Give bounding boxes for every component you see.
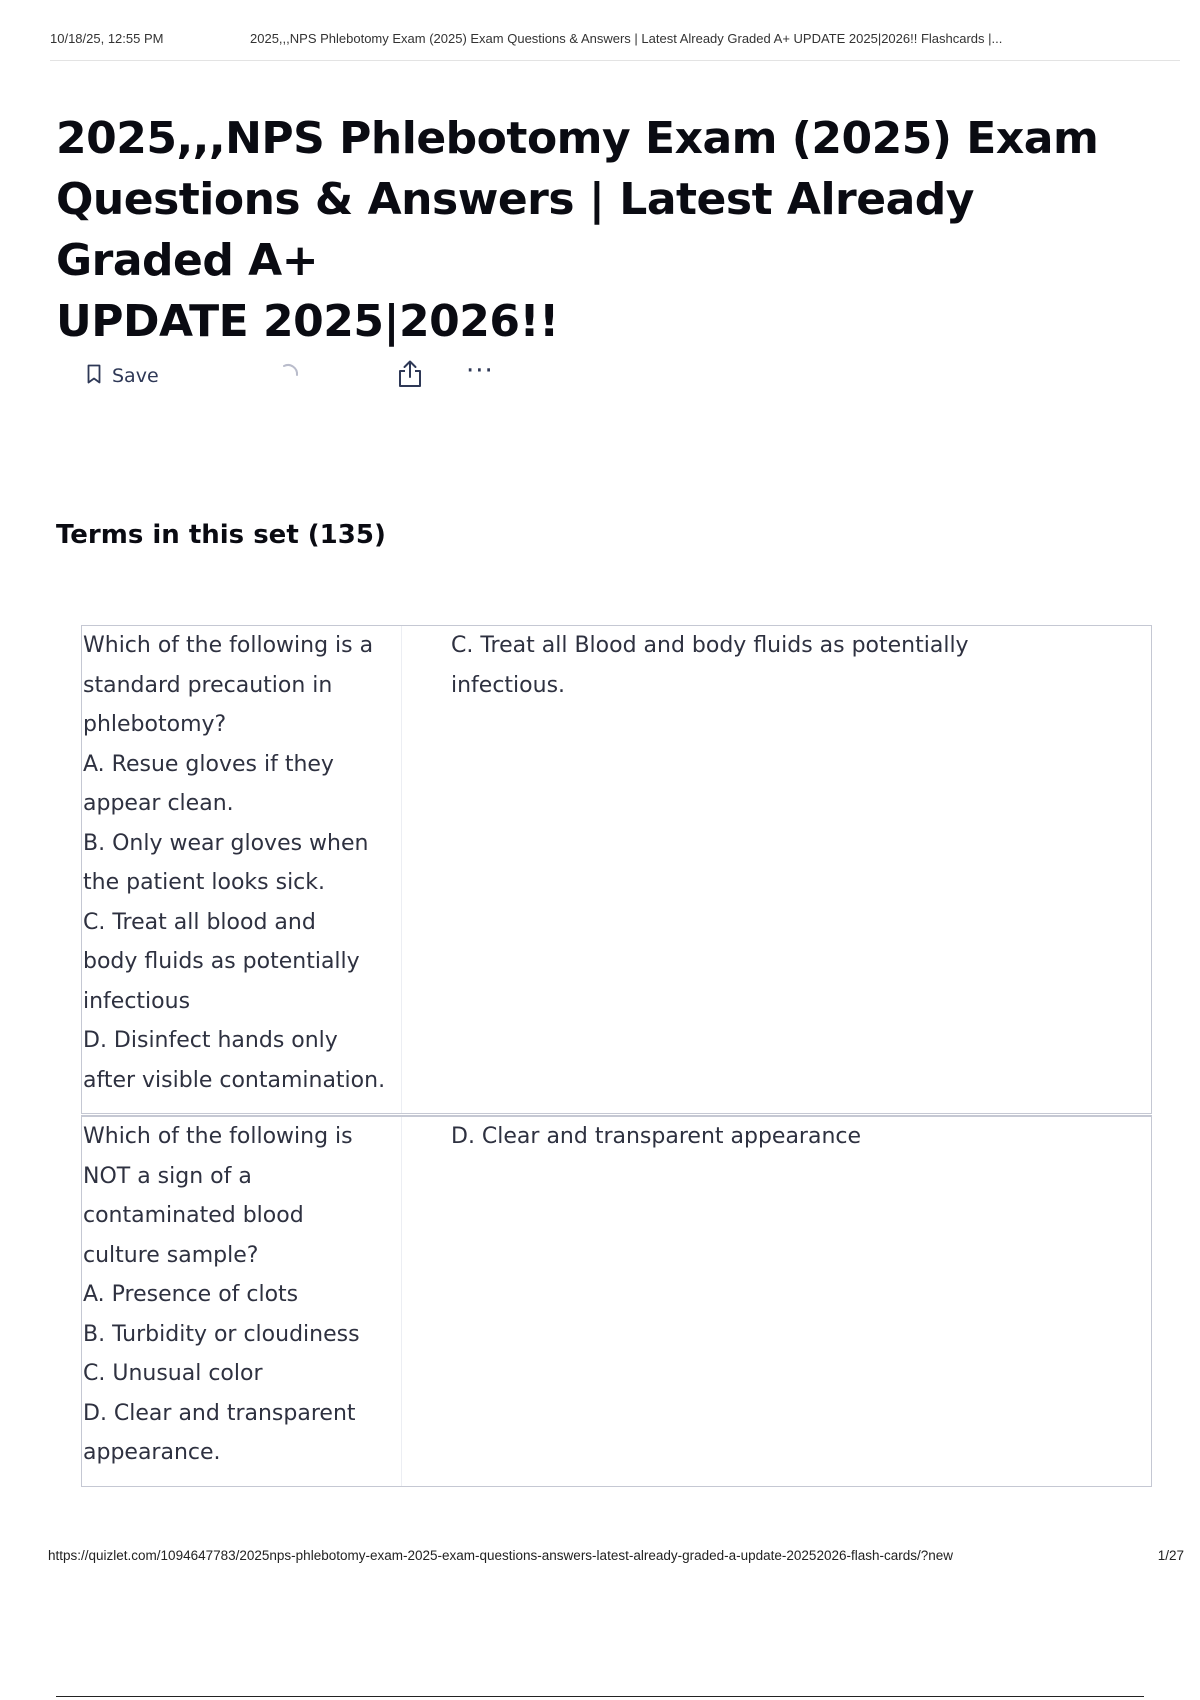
definition-line: infectious. [451, 672, 566, 698]
divider [56, 1696, 1144, 1697]
page-title-line: Questions & Answers | Latest Already Graded A+ [56, 174, 974, 286]
print-url: https://quizlet.com/1094647783/2025nps-phlebotomy-exam-2025-exam-questions-answers-latest-already-graded-a-update-20252026-flash-cards/?new [48, 1548, 954, 1563]
term-line: phlebotomy? [83, 712, 227, 737]
term-definition [451, 626, 1131, 705]
term-line: body fluids as potentially [83, 949, 360, 974]
set-toolbar [78, 356, 538, 396]
term-line: B. Only wear gloves when [83, 830, 369, 856]
term-question [82, 1117, 402, 1486]
term-line: C. Treat all blood and [83, 909, 316, 935]
print-page-number: 1/27 [1157, 1548, 1184, 1563]
terms-list [81, 625, 1152, 1487]
definition-line: C. Treat all Blood and body fluids as potentially [451, 633, 969, 658]
loading-indicator [276, 356, 302, 396]
save-button-label: Save [112, 365, 159, 387]
term-line: infectious [83, 988, 191, 1014]
page-title-line: 2025,,,NPS Phlebotomy Exam (2025) Exam [56, 113, 1099, 164]
term-line: Which of the following is a [83, 633, 374, 658]
term-line: culture sample? [83, 1242, 259, 1268]
page-title [56, 108, 1166, 352]
more-icon: ··· [466, 356, 494, 386]
term-line: NOT a sign of a [83, 1163, 252, 1189]
spinner-icon [276, 361, 302, 391]
term-line: standard precaution in [83, 672, 333, 698]
term-line: Which of the following is [83, 1124, 353, 1149]
term-line: appear clean. [83, 791, 234, 816]
terms-heading: Terms in this set (135) [56, 520, 386, 550]
term-line: A. Resue gloves if they [83, 751, 334, 777]
term-line: contaminated blood [83, 1203, 304, 1228]
print-timestamp: 10/18/25, 12:55 PM [50, 31, 164, 46]
term-card[interactable] [81, 625, 1152, 1114]
term-definition [451, 1117, 1131, 1157]
term-line: B. Turbidity or cloudiness [83, 1321, 360, 1347]
share-icon [396, 359, 424, 393]
bookmark-icon [86, 364, 102, 388]
page-title-line: UPDATE 2025|2026!! [56, 296, 559, 347]
share-button[interactable] [396, 356, 424, 396]
term-line: the patient looks sick. [83, 870, 326, 895]
term-line: after visible contamination. [83, 1067, 386, 1093]
term-card[interactable] [81, 1115, 1152, 1487]
term-line: appearance. [83, 1440, 221, 1465]
term-line: D. Clear and transparent [83, 1400, 356, 1426]
term-line: C. Unusual color [83, 1361, 263, 1386]
more-options-button[interactable] [466, 356, 494, 396]
definition-line: D. Clear and transparent appearance [451, 1124, 862, 1149]
term-line: A. Presence of clots [83, 1282, 299, 1307]
term-line: D. Disinfect hands only [83, 1028, 338, 1053]
term-question [82, 626, 402, 1113]
print-document-title: 2025,,,NPS Phlebotomy Exam (2025) Exam Questions & Answers | Latest Already Graded A+ UPDATE 2025|2026!! Flashcards |... [250, 31, 1003, 46]
save-button[interactable] [86, 356, 159, 396]
print-header [50, 28, 1180, 61]
